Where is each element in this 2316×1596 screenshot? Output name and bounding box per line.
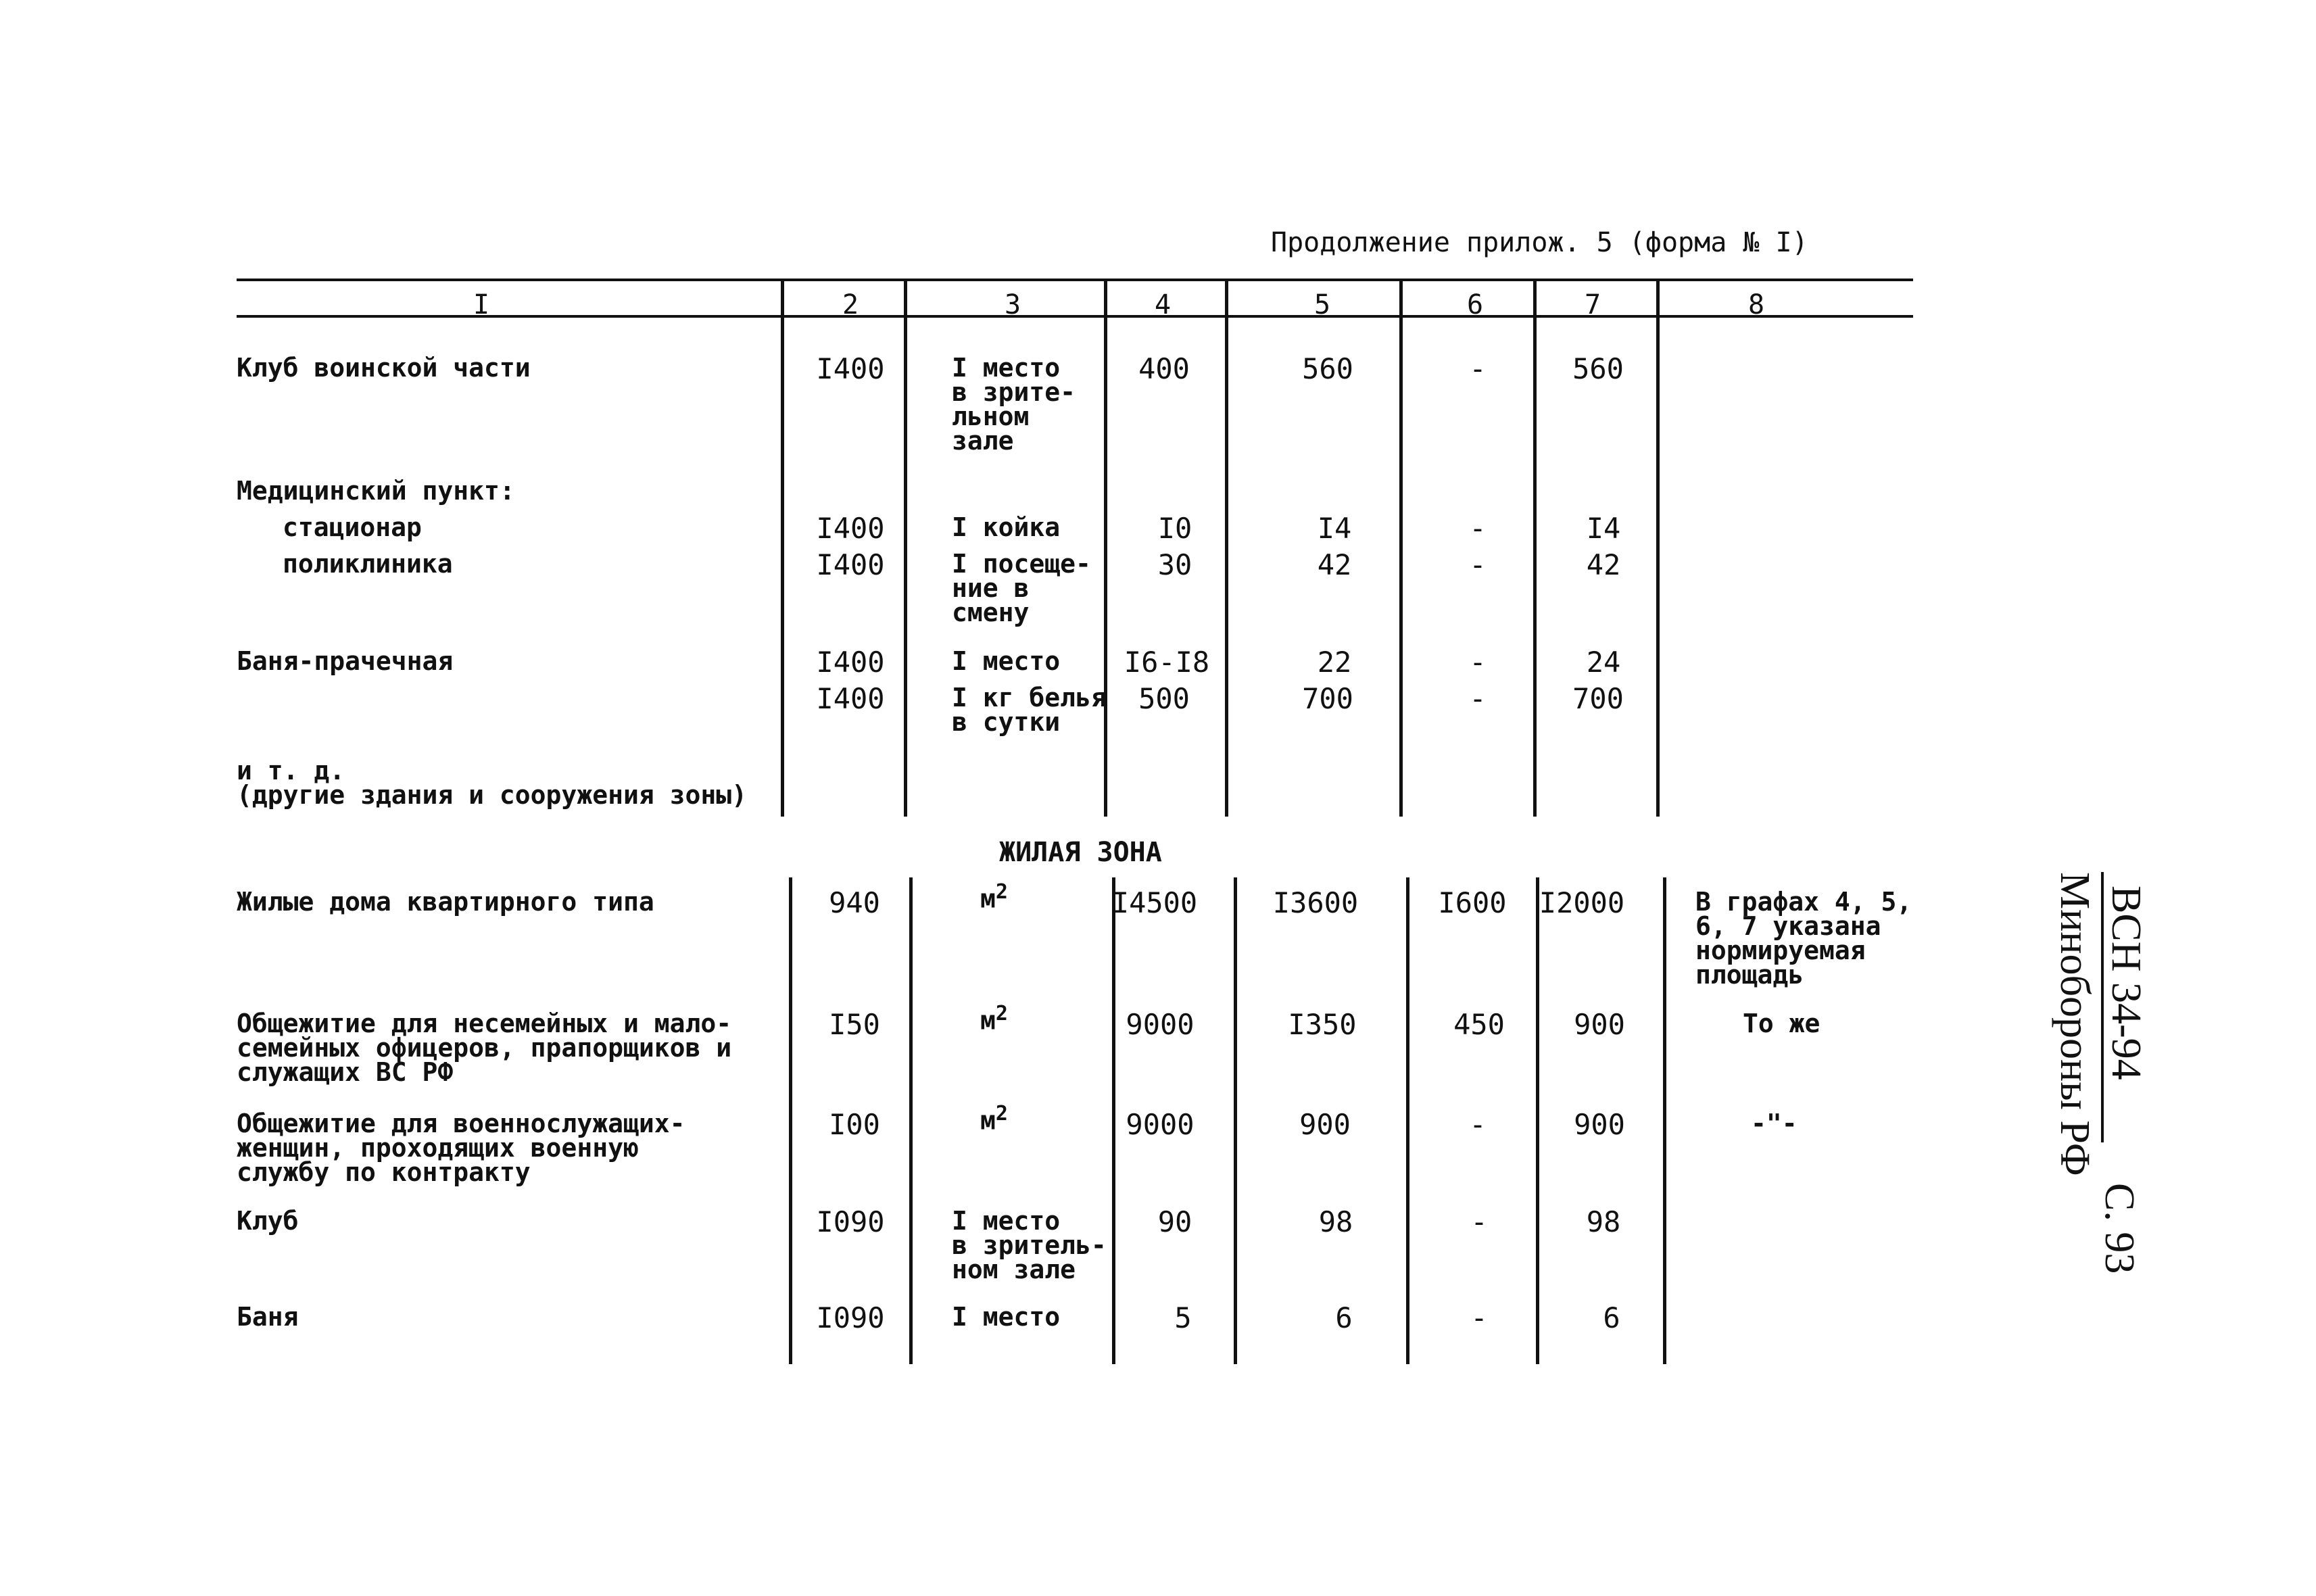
cell-col7: 24 bbox=[1586, 646, 1621, 679]
cell-col6: - bbox=[1469, 1108, 1487, 1141]
cell-col4: 30 bbox=[1157, 548, 1192, 581]
cell-col3: I место bbox=[952, 646, 1061, 676]
cell-col6: 450 bbox=[1453, 1008, 1505, 1041]
cell-col4: 5 bbox=[1174, 1301, 1192, 1334]
cell-col4: 9000 bbox=[1126, 1108, 1195, 1141]
cell-col6: - bbox=[1470, 1205, 1488, 1238]
row-label: Общежитие для несемейных и мало- семейных офицеров, прапорщиков и служащих ВС РФ bbox=[237, 1009, 732, 1087]
cell-col7: 42 bbox=[1586, 548, 1621, 581]
cell-col3: I посеще- ние в смену bbox=[952, 549, 1091, 627]
cell-col7: 900 bbox=[1574, 1008, 1625, 1041]
row-label: стационар bbox=[283, 512, 422, 542]
cell-col2: I400 bbox=[816, 548, 885, 581]
column-number-6: 6 bbox=[1466, 289, 1484, 320]
cell-col6: - bbox=[1469, 352, 1487, 385]
cell-col5: 42 bbox=[1317, 548, 1352, 581]
column-number-4: 4 bbox=[1154, 289, 1172, 320]
column-number-7: 7 bbox=[1584, 289, 1601, 320]
column-number-1: I bbox=[473, 289, 490, 320]
cell-col4: 500 bbox=[1138, 682, 1190, 715]
cell-col2: I090 bbox=[816, 1205, 885, 1238]
cell-col7: 98 bbox=[1586, 1205, 1621, 1238]
unit-m2: $м^2$ bbox=[980, 1102, 1008, 1136]
column-number-8: 8 bbox=[1747, 289, 1765, 320]
cell-col5: I350 bbox=[1288, 1008, 1357, 1041]
cell-col3: I место в зрите- льном зале bbox=[952, 353, 1076, 456]
cell-col6: - bbox=[1469, 512, 1487, 545]
column-number-5: 5 bbox=[1313, 289, 1331, 320]
cell-col3: I кг белья в сутки bbox=[952, 683, 1107, 737]
unit-m2: $м^2$ bbox=[980, 1002, 1008, 1036]
column-number-2: 2 bbox=[842, 289, 859, 320]
cell-col7: 6 bbox=[1603, 1301, 1620, 1334]
cell-col6: - bbox=[1469, 646, 1487, 679]
cell-col7: I2000 bbox=[1539, 886, 1625, 919]
row-label: Общежитие для военнослужащих- женщин, проходящих военную службу по контракту bbox=[237, 1109, 685, 1187]
cell-col4: 9000 bbox=[1126, 1008, 1195, 1041]
cell-col5: 22 bbox=[1317, 646, 1352, 679]
cell-col2: I400 bbox=[816, 352, 885, 385]
cell-col2: I400 bbox=[816, 512, 885, 545]
cell-col7: I4 bbox=[1586, 512, 1621, 545]
cell-col3: I место в зритель- ном зале bbox=[952, 1206, 1107, 1284]
cell-col2: I50 bbox=[829, 1008, 880, 1041]
column-number-3: 3 bbox=[1004, 289, 1021, 320]
row-label: Клуб bbox=[237, 1206, 299, 1236]
row-label: поликлиника bbox=[283, 549, 453, 579]
cell-col8-note: В графах 4, 5, 6, 7 указана нормируемая площадь bbox=[1695, 887, 1912, 990]
cell-col2: I00 bbox=[829, 1108, 880, 1141]
cell-col6: - bbox=[1470, 1301, 1488, 1334]
cell-col5: 98 bbox=[1318, 1205, 1353, 1238]
cell-col2: I400 bbox=[816, 682, 885, 715]
cell-col6: I600 bbox=[1438, 886, 1507, 919]
cell-col8-note: -"- bbox=[1751, 1109, 1798, 1138]
cell-col4: 90 bbox=[1157, 1205, 1192, 1238]
cell-col7: 700 bbox=[1572, 682, 1624, 715]
cell-col4: I6-I8 bbox=[1124, 646, 1210, 679]
cell-col8-note: То же bbox=[1743, 1009, 1820, 1038]
cell-col3: I место bbox=[952, 1302, 1061, 1332]
cell-col7: 560 bbox=[1572, 352, 1624, 385]
row-label: и т. д. (другие здания и сооружения зоны) bbox=[237, 756, 747, 810]
cell-col4: I0 bbox=[1157, 512, 1192, 545]
cell-col2: I090 bbox=[816, 1301, 885, 1334]
cell-col5: 700 bbox=[1302, 682, 1353, 715]
unit-m2: $м^2$ bbox=[980, 880, 1008, 914]
cell-col5: 900 bbox=[1299, 1108, 1351, 1141]
cell-col5: I3600 bbox=[1272, 886, 1359, 919]
document-code: ВСН 34-94 bbox=[2103, 886, 2149, 1080]
cell-col2: 940 bbox=[829, 886, 880, 919]
row-label: Медицинский пункт: bbox=[237, 476, 515, 506]
cell-col6: - bbox=[1469, 682, 1487, 715]
cell-col6: - bbox=[1469, 548, 1487, 581]
header-top-rule bbox=[237, 279, 1913, 281]
cell-col4: I4500 bbox=[1111, 886, 1198, 919]
continuation-caption: Продолжение прилож. 5 (форма № I) bbox=[1271, 227, 1808, 258]
cell-col5: 6 bbox=[1335, 1301, 1353, 1334]
cell-col5: 560 bbox=[1302, 352, 1353, 385]
cell-col5: I4 bbox=[1317, 512, 1352, 545]
zone-title: ЖИЛАЯ ЗОНА bbox=[999, 837, 1162, 868]
row-label: Клуб воинской части bbox=[237, 353, 531, 383]
ministry-name: Минобороны РФ bbox=[2052, 872, 2098, 1176]
cell-col7: 900 bbox=[1574, 1108, 1625, 1141]
row-label: Жилые дома квартирного типа bbox=[237, 887, 654, 917]
row-label: Баня-прачечная bbox=[237, 646, 454, 676]
cell-col3: I койка bbox=[952, 512, 1061, 542]
cell-col2: I400 bbox=[816, 646, 885, 679]
cell-col4: 400 bbox=[1138, 352, 1190, 385]
page-number: С. 93 bbox=[2096, 1183, 2142, 1274]
row-label: Баня bbox=[237, 1302, 299, 1332]
